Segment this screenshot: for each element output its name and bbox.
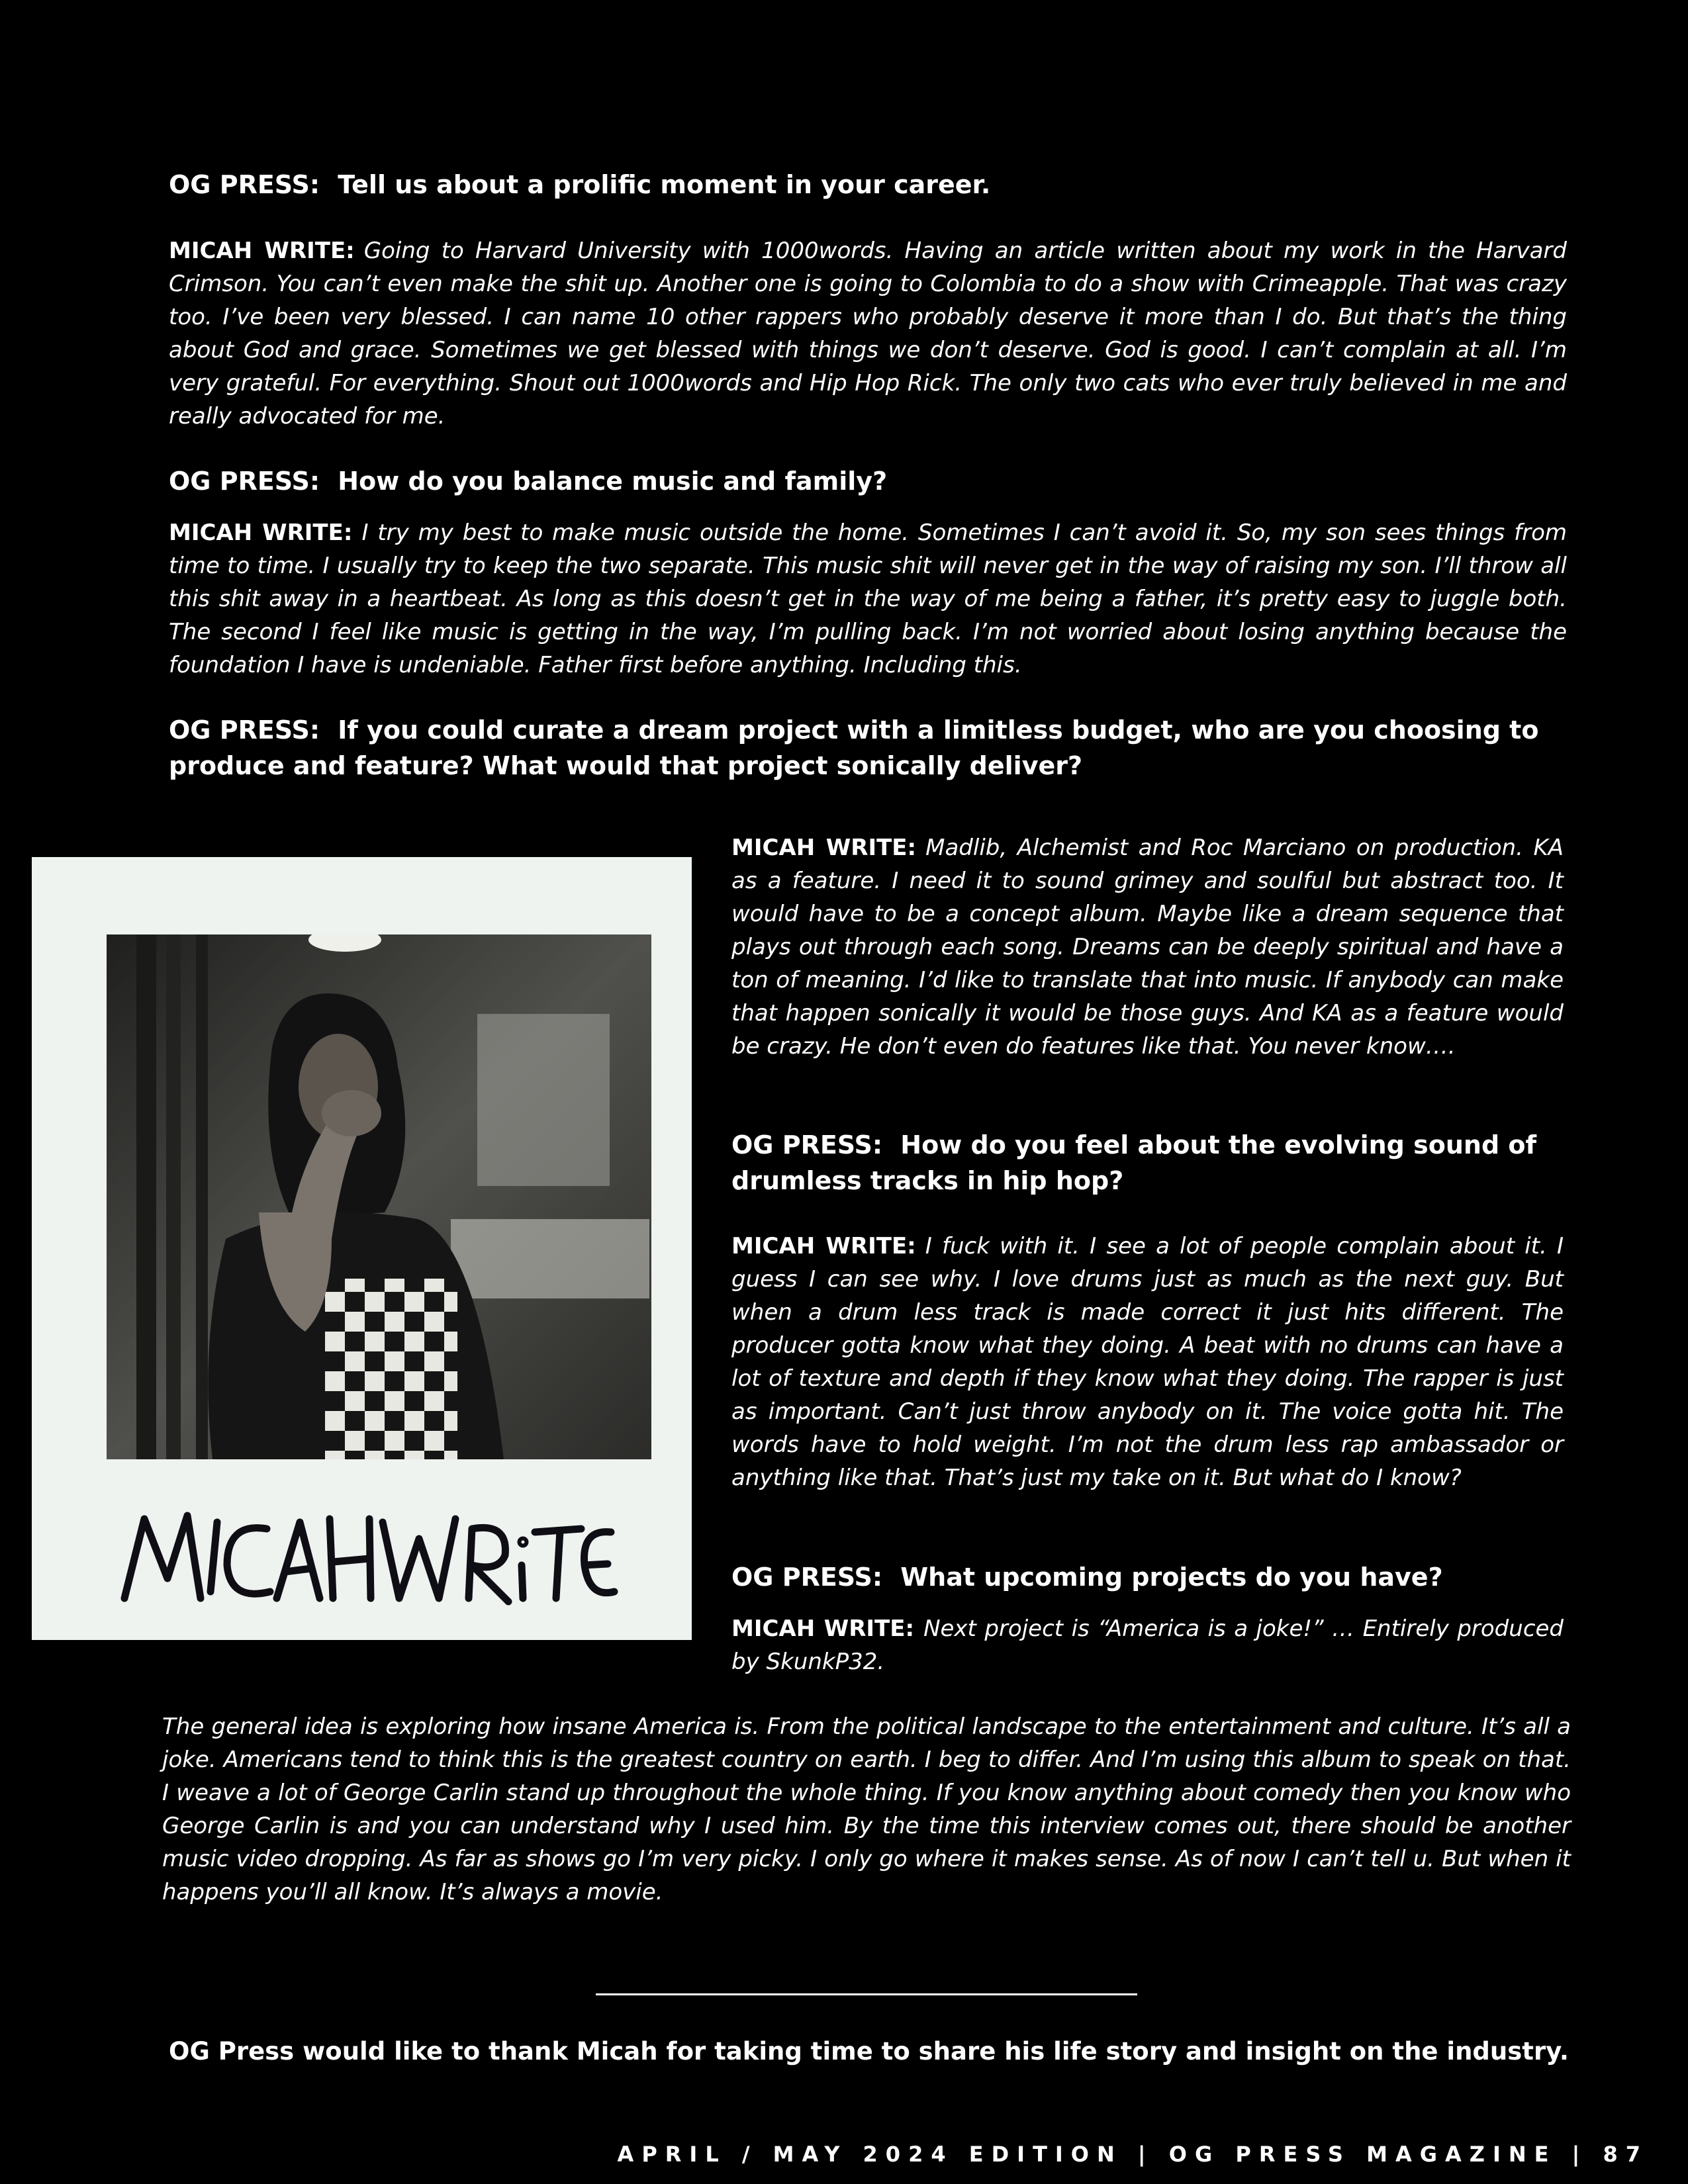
answer-5-continuation bbox=[162, 1710, 1571, 1909]
artist-label: MICAH WRITE: bbox=[731, 1233, 916, 1259]
question-5 bbox=[731, 1559, 1564, 1595]
answer-5 bbox=[731, 1612, 1564, 1678]
answer-1 bbox=[169, 234, 1567, 433]
question-2 bbox=[169, 463, 1567, 499]
answer-text: I try my best to make music outside the home. Sometimes I can’t avoid it. So, my son sees things from time to time. I usually try to keep the two separate. This music shit will never get in the way of raising my son. I’ll throw all this shit away in a heartbeat. As long as this doesn’t get in the way of me being a father, it’s pretty easy to juggle both. The second I feel like music is getting in the way, I’m pulling back. I’m not worried about losing anything because the foundation I have is undeniable. Father first before anything. Including this. bbox=[169, 520, 1567, 678]
press-label: OG PRESS: bbox=[169, 467, 320, 496]
press-label: OG PRESS: bbox=[731, 1130, 883, 1160]
question-4 bbox=[731, 1127, 1564, 1199]
question-text: How do you balance music and family? bbox=[338, 467, 888, 496]
question-4-text bbox=[731, 1127, 1564, 1199]
press-label: OG PRESS: bbox=[731, 1563, 883, 1592]
divider bbox=[596, 1993, 1137, 1995]
artist-label: MICAH WRITE: bbox=[169, 238, 355, 264]
page-footer: APRIL / MAY 2024 EDITION | OG PRESS MAGAZINE | 87 bbox=[617, 2142, 1648, 2167]
continuation-text bbox=[162, 1710, 1571, 1909]
answer-4-text bbox=[731, 1230, 1564, 1494]
question-3 bbox=[169, 712, 1567, 784]
answer-3 bbox=[731, 831, 1564, 1063]
artist-label: MICAH WRITE: bbox=[731, 1615, 915, 1642]
answer-text: Madlib, Alchemist and Roc Marciano on production. KA as a feature. I need it to sound grimey and soulful but abstract too. It would have to be a concept album. Maybe like a dream sequence that plays out through each song. Dreams can be deeply spiritual and have a ton of meaning. I’d like to translate that into music. If anybody can make that happen sonically it would be those guys. And KA as a feature would be crazy. He don’t even do features like that. You never know…. bbox=[731, 835, 1564, 1060]
question-text: Tell us about a prolific moment in your career. bbox=[338, 170, 991, 199]
thanks-note: OG Press would like to thank Micah for taking time to share his life story and insight on the industry. bbox=[169, 2037, 1569, 2066]
answer-3-text bbox=[731, 831, 1564, 1063]
portrait-photo bbox=[107, 934, 651, 1459]
question-text: How do you feel about the evolving sound of drumless tracks in hip hop? bbox=[731, 1130, 1537, 1195]
answer-text: I fuck with it. I see a lot of people complain about it. I guess I can see why. I love drums just as much as the next guy. But when a drum less track is made correct it just hits different. The producer gotta know what they doing. A beat with no drums can have a lot of texture and depth if they know what they doing. The rapper is just as important. Can’t just throw anybody on it. The voice gotta hit. The words have to hold weight. I’m not the drum less rap ambassador or anything like that. That’s just my take on it. But what do I know? bbox=[731, 1233, 1564, 1491]
question-3-text bbox=[169, 712, 1567, 784]
artist-label: MICAH WRITE: bbox=[731, 835, 917, 861]
question-1-text bbox=[169, 167, 1567, 203]
signature-graphic bbox=[118, 1492, 621, 1618]
question-2-text bbox=[169, 463, 1567, 499]
answer-2 bbox=[169, 516, 1567, 682]
question-5-text bbox=[731, 1559, 1564, 1595]
answer-2-text bbox=[169, 516, 1567, 682]
polaroid-photo bbox=[32, 857, 692, 1640]
question-text: What upcoming projects do you have? bbox=[900, 1563, 1443, 1592]
answer-text: Next project is “America is a joke!” … Entirely produced by SkunkP32. bbox=[731, 1615, 1564, 1675]
continuation-body: The general idea is exploring how insane America is. From the political landscape to the entertainment and culture. It’s all a joke. Americans tend to think this is the greatest country on earth. I beg to differ. And I’m using this album to speak on that. I weave a lot of George Carlin stand up throughout the whole thing. If you know anything about comedy then you know who George Carlin is and you can understand why I used him. By the time this interview comes out, there should be another music video dropping. As far as shows go I’m very picky. I only go where it makes sense. As of now I can’t tell u. But when it happens you’ll all know. It’s always a movie. bbox=[162, 1713, 1571, 1905]
answer-4 bbox=[731, 1230, 1564, 1494]
answer-5-text bbox=[731, 1612, 1564, 1678]
artist-label: MICAH WRITE: bbox=[169, 520, 353, 546]
press-label: OG PRESS: bbox=[169, 170, 320, 199]
question-text: If you could curate a dream project with a limitless budget, who are you choosing to produce and feature? What would that project sonically deliver? bbox=[169, 715, 1539, 780]
question-1 bbox=[169, 167, 1567, 203]
answer-text: Going to Harvard University with 1000words. Having an article written about my work in the Harvard Crimson. You can’t even make the shit up. Another one is going to Colombia to do a show with Crimeapple. That was crazy too. I’ve been very blessed. I can name 10 other rappers who probably deserve it more than I do. But that’s the thing about God and grace. Sometimes we get blessed with things we don’t deserve. God is good. I can’t complain at all. I’m very grateful. For everything. Shout out 1000words and Hip Hop Rick. The only two cats who ever truly believed in me and really advocated for me. bbox=[169, 238, 1567, 430]
portrait-image bbox=[107, 934, 651, 1459]
press-label: OG PRESS: bbox=[169, 715, 320, 745]
answer-1-text bbox=[169, 234, 1567, 433]
